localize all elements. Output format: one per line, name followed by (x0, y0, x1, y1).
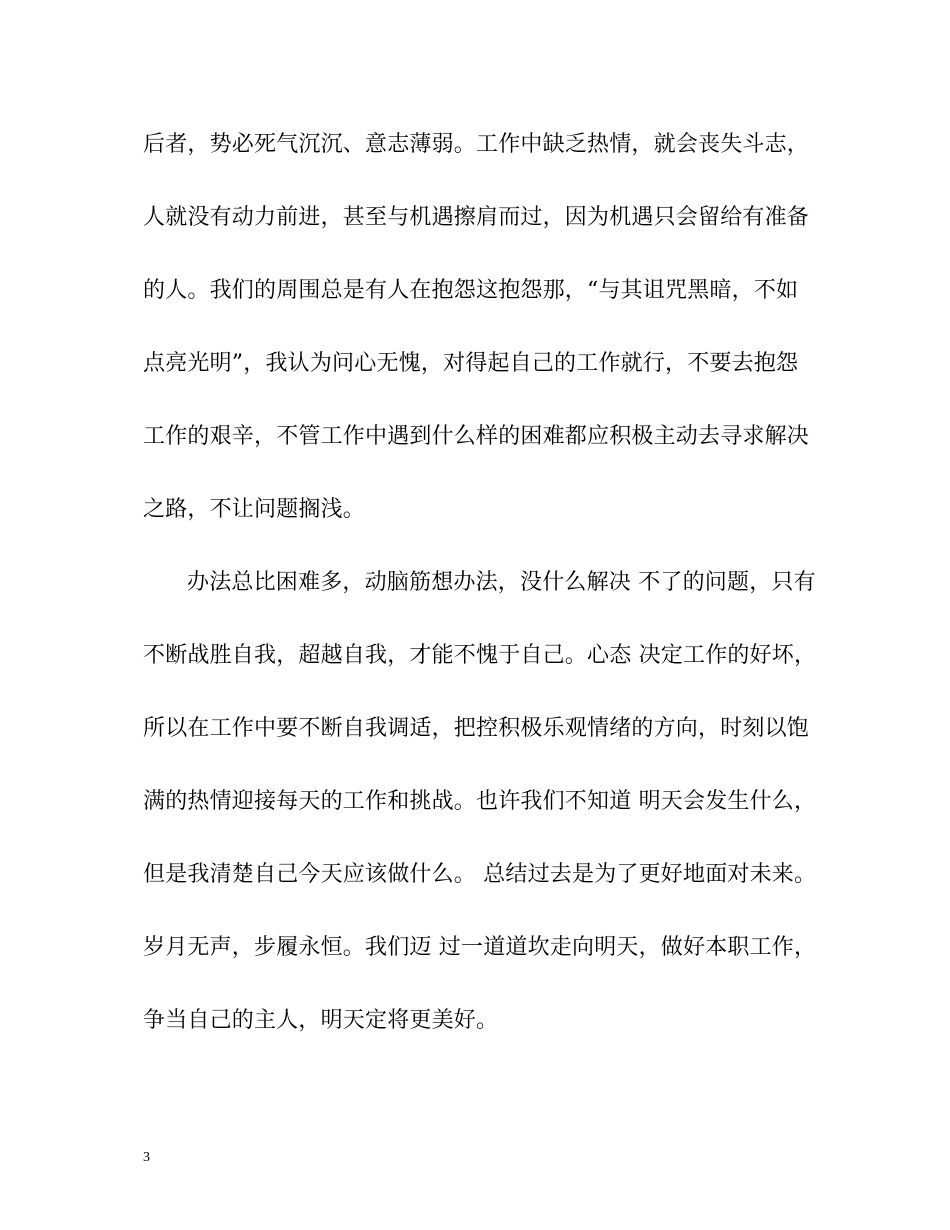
body-text-line: 人就没有动力前进，甚至与机遇擦肩而过，因为机遇只会留给有准备 (143, 205, 810, 230)
body-text-line: 不断战胜自我，超越自我，才能不愧于自己。心态 决定工作的好坏， (143, 643, 817, 668)
body-text-line: 之路，不让问题搁浅。 (143, 497, 366, 522)
body-text-line: 争当自己的主人，明天定将更美好。 (143, 1008, 499, 1033)
body-text-line: 工作的艰辛，不管工作中遇到什么样的困难都应积极主动去寻求解决 (143, 424, 810, 449)
body-text-line: 点亮光明”，我认为问心无愧，对得起自己的工作就行，不要去抱怨 (143, 351, 799, 376)
body-text-line: 后者，势必死气沉沉、意志薄弱。工作中缺乏热情，就会丧失斗志， (143, 132, 810, 157)
paragraph-first-line: 办法总比困难多，动脑筋想办法，没什么解决 不了的问题，只有 (187, 570, 816, 595)
body-text-line: 的人。我们的周围总是有人在抱怨这抱怨那，“与其诅咒黑暗，不如 (143, 278, 799, 303)
body-text-line: 岁月无声，步履永恒。我们迈 过一道道坎走向明天，做好本职工作， (143, 935, 817, 960)
page-number: 3 (143, 1150, 150, 1165)
body-text-line: 但是我清楚自己今天应该做什么。 总结过去是为了更好地面对未来。 (143, 862, 817, 887)
body-text-line: 满的热情迎接每天的工作和挑战。也许我们不知道 明天会发生什么， (143, 789, 817, 814)
body-text-line: 所以在工作中要不断自我调适，把控积极乐观情绪的方向，时刻以饱 (143, 716, 810, 741)
